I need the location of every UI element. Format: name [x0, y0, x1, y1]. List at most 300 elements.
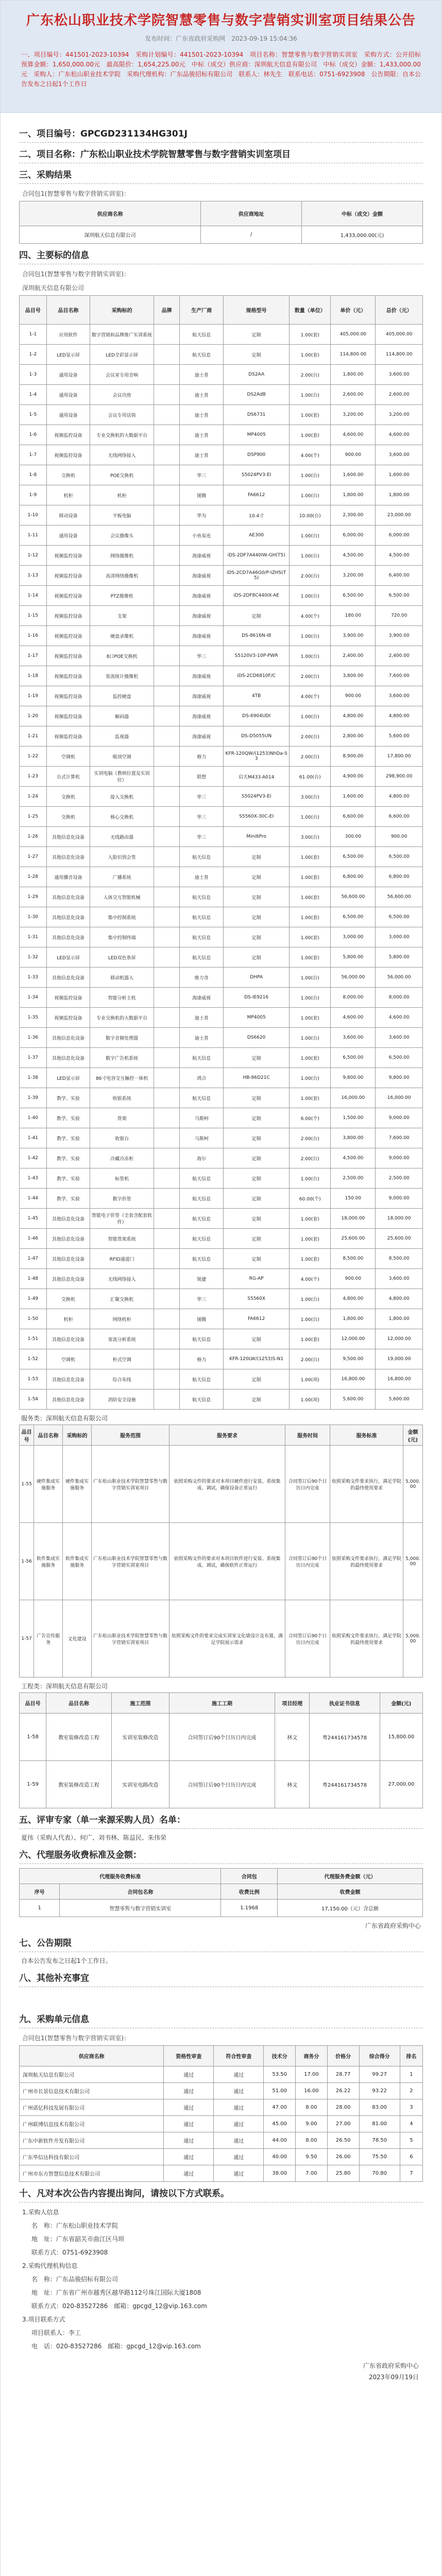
- items-cell-4: 迪士普: [180, 867, 224, 887]
- items-cell-8: 3,600.00: [376, 686, 423, 706]
- items-cell-8: 6,400.00: [376, 566, 423, 586]
- items-cell-7: 8,000.00: [331, 988, 376, 1008]
- items-cell-8: 9,000.00: [376, 1148, 423, 1168]
- items-row: [20, 325, 423, 345]
- items-cell-1: 视频监控设备: [46, 566, 90, 586]
- signature: [19, 2360, 423, 2383]
- items-cell-1: 通用设备: [46, 526, 90, 546]
- items-cell-7: 3,200.00: [331, 566, 376, 586]
- items-cell-5: 定制: [224, 947, 290, 968]
- scores-cell-3: 38.00: [264, 2165, 296, 2182]
- items-cell-2: 会议功放: [90, 385, 154, 405]
- fee-header-amount: 代理服务费金额（元）: [277, 1869, 422, 1884]
- items-cell-7: 150.00: [331, 1189, 376, 1209]
- items-cell-5: S5024PV3-EI: [224, 787, 290, 807]
- items-cell-4: 迪士普: [180, 385, 224, 405]
- scores-cell-1: 通过: [164, 2165, 214, 2182]
- items-cell-6: 1.00(套): [290, 947, 331, 968]
- items-cell-3: [154, 1148, 179, 1168]
- items-cell-4: 海康威视: [180, 686, 224, 706]
- service-cell-6: 依照采购文件要求执行，满足学院的最终使用要求: [330, 1523, 403, 1600]
- items-cell-3: [154, 1309, 179, 1329]
- items-cell-4: 马斯柯: [180, 1128, 224, 1148]
- items-body: [20, 325, 423, 1410]
- fee-header-standard: 代理服务收费标准: [20, 1869, 221, 1884]
- items-cell-8: 7,600.00: [376, 666, 423, 686]
- items-cell-3: [154, 686, 179, 706]
- items-cell-6: 60.00(个): [290, 1189, 331, 1209]
- items-cell-5: 定制: [224, 1209, 290, 1229]
- engineering-cell-1: 教室装修改造工程: [46, 1714, 112, 1761]
- scores-header-7: 排名: [400, 2046, 422, 2066]
- items-cell-4: 海尔: [180, 1148, 224, 1168]
- scores-header-0: 供应商名称: [20, 2046, 164, 2066]
- items-cell-2: 会议专用话筒: [90, 405, 154, 425]
- items-cell-1: 其他信息化设备: [46, 847, 90, 867]
- items-cell-4: 航天信息: [180, 1229, 224, 1249]
- items-cell-4: 海康威视: [180, 666, 224, 686]
- items-cell-7: 25,600.00: [331, 1229, 376, 1249]
- service-header-4: 服务要求: [169, 1425, 285, 1446]
- items-cell-8: 56,600.00: [376, 887, 423, 907]
- items-cell-6: 2.00(台): [290, 747, 331, 767]
- items-cell-3: [154, 1088, 179, 1108]
- items-cell-8: 6,500.00: [376, 847, 423, 867]
- items-cell-5: 定制: [224, 847, 290, 867]
- items-row: [20, 405, 423, 425]
- items-cell-8: 1,800.00: [376, 1309, 423, 1329]
- items-cell-5: 定制: [224, 345, 290, 365]
- items-cell-2: 智能货架系统: [90, 1229, 154, 1249]
- items-cell-7: 5,600.00: [331, 1389, 376, 1410]
- items-cell-0: 1-30: [20, 907, 47, 927]
- items-cell-1: LED显示屏: [46, 345, 90, 365]
- service-label: 服务类：深圳航天信息有限公司: [21, 1415, 108, 1422]
- items-cell-2: 会议摄像头: [90, 526, 154, 546]
- items-cell-7: 1,800.00: [331, 365, 376, 385]
- scores-cell-4: 9.50: [296, 2149, 328, 2165]
- items-cell-7: 3,000.00: [331, 927, 376, 947]
- items-row: [20, 827, 423, 847]
- contact-line-9: 项目联系人：李工: [31, 2329, 81, 2336]
- scores-header-4: 商务分: [296, 2046, 328, 2066]
- items-row: [20, 988, 423, 1008]
- items-cell-8: 298,900.00: [376, 767, 423, 787]
- items-supplier-label: 深圳航天信息有限公司: [22, 284, 84, 292]
- items-cell-8: 405,000.00: [376, 325, 423, 345]
- items-header-8: 总价（元）: [376, 296, 423, 325]
- items-cell-4: 迪士普: [180, 425, 224, 445]
- service-cell-7: 5,000.00: [403, 1446, 422, 1523]
- items-cell-6: 1.00(套): [290, 1329, 331, 1349]
- items-cell-3: [154, 666, 179, 686]
- service-cell-7: 5,000.00: [403, 1600, 422, 1677]
- items-cell-2: 吸顶空调: [90, 747, 154, 767]
- items-cell-5: 定制: [224, 1189, 290, 1209]
- items-cell-6: 2.00(台): [290, 1128, 331, 1148]
- section-project-name: 二、项目名称：广东松山职业技术学院智慧零售与数字营销实训室项目: [19, 146, 423, 163]
- result-address: /: [201, 226, 302, 244]
- scores-lot-label: 合同包1(智慧零售与数字营销实训室)：: [22, 2035, 130, 2042]
- items-cell-0: 1-5: [20, 405, 47, 425]
- items-cell-3: [154, 385, 179, 405]
- items-cell-6: 1.00(套): [290, 847, 331, 867]
- scores-header-6: 综合得分: [359, 2046, 400, 2066]
- items-cell-8: 3,000.00: [376, 927, 423, 947]
- items-cell-3: [154, 947, 179, 968]
- items-cell-3: [154, 968, 179, 988]
- items-cell-4: 华三: [180, 465, 224, 485]
- items-cell-2: 柜式空调: [90, 1349, 154, 1369]
- fee-sub-amount: 收费金额: [277, 1884, 422, 1900]
- items-row: [20, 1389, 423, 1410]
- items-cell-8: 4,600.00: [376, 425, 423, 445]
- items-cell-6: 1.00(套): [290, 927, 331, 947]
- items-cell-6: 1.00(台): [290, 626, 331, 646]
- scores-header-5: 价格分: [327, 2046, 359, 2066]
- items-cell-6: 4.00(个): [290, 445, 331, 465]
- items-cell-3: [154, 646, 179, 666]
- other-blank: [19, 1987, 423, 2008]
- items-cell-6: 1.00(套): [290, 1229, 331, 1249]
- items-cell-5: iDS-2CD7A46G0/P-IZHS(T5): [224, 566, 290, 586]
- items-cell-5: 定制: [224, 1389, 290, 1410]
- items-cell-3: [154, 465, 179, 485]
- items-cell-1: 教学、实验: [46, 1148, 90, 1168]
- items-cell-6: 2.00(台): [290, 1148, 331, 1168]
- items-cell-1: 教学、实验: [46, 1088, 90, 1108]
- items-row: [20, 706, 423, 726]
- notice-body: [1, 113, 441, 2383]
- items-cell-2: 冷藏冷冻柜: [90, 1148, 154, 1168]
- items-cell-4: 迪士普: [180, 405, 224, 425]
- items-cell-1: 视频监控设备: [46, 606, 90, 626]
- items-cell-1: 其他信息化设备: [46, 1329, 90, 1349]
- items-cell-8: 12,000.00: [376, 1329, 423, 1349]
- items-cell-1: 其他信息化设备: [46, 968, 90, 988]
- scores-cell-6: 70.80: [359, 2165, 400, 2182]
- items-cell-7: 5,800.00: [331, 947, 376, 968]
- result-supplier: 深圳航天信息有限公司: [20, 226, 201, 244]
- scores-row: [20, 2099, 423, 2116]
- items-cell-4: 马斯柯: [180, 1108, 224, 1128]
- items-cell-2: 客流分析系统: [90, 1329, 154, 1349]
- engineering-header-3: 施工工期: [169, 1693, 275, 1714]
- engineering-header-6: 金额(元): [380, 1693, 422, 1714]
- items-cell-4: 航天信息: [180, 1189, 224, 1209]
- items-cell-0: 1-10: [20, 505, 47, 526]
- items-cell-2: 收银台: [90, 1128, 154, 1148]
- items-cell-8: 2,600.00: [376, 385, 423, 405]
- items-cell-4: 海康威视: [180, 706, 224, 726]
- items-cell-2: 智能电子价签（全套含配套软件）: [90, 1209, 154, 1229]
- items-row: [20, 646, 423, 666]
- engineering-table: [19, 1692, 423, 1808]
- items-cell-7: 4,500.00: [331, 1148, 376, 1168]
- scores-cell-3: 51.00: [264, 2083, 296, 2099]
- scores-cell-2: 通过: [214, 2132, 264, 2149]
- items-cell-5: iDS-2CD6810F/C: [224, 666, 290, 686]
- items-cell-5: 定制: [224, 927, 290, 947]
- items-cell-5: 定制: [224, 907, 290, 927]
- items-cell-0: 1-53: [20, 1369, 47, 1389]
- section-items: 四、主要标的信息: [19, 247, 423, 264]
- items-cell-0: 1-4: [20, 385, 47, 405]
- scores-cell-5: 26.00: [327, 2149, 359, 2165]
- items-cell-2: 数字营销和品牌推广实训系统: [90, 325, 154, 345]
- items-cell-5: 定制: [224, 325, 290, 345]
- items-cell-6: 1.00(项): [290, 1389, 331, 1410]
- items-cell-2: 广播系统: [90, 867, 154, 887]
- items-cell-1: 其他信息化设备: [46, 827, 90, 847]
- items-cell-3: [154, 927, 179, 947]
- items-cell-4: 华三: [180, 787, 224, 807]
- items-cell-7: 2,800.00: [331, 726, 376, 747]
- items-cell-8: 9,800.00: [376, 1068, 423, 1088]
- items-cell-0: 1-24: [20, 787, 47, 807]
- items-cell-7: 4,900.00: [331, 767, 376, 787]
- items-cell-1: 视频监控设备: [46, 626, 90, 646]
- engineering-cell-4: 林文: [275, 1761, 310, 1808]
- items-cell-3: [154, 1008, 179, 1028]
- items-cell-5: DS2AA: [224, 365, 290, 385]
- items-row: [20, 1028, 423, 1048]
- items-cell-0: 1-26: [20, 827, 47, 847]
- items-cell-6: 1.00(台): [290, 1028, 331, 1048]
- items-cell-0: 1-25: [20, 807, 47, 827]
- items-cell-7: 4,800.00: [331, 706, 376, 726]
- items-cell-6: 61.00(台): [290, 767, 331, 787]
- items-header-0: 品目号: [20, 296, 47, 325]
- items-cell-2: 智能分析主机: [90, 988, 154, 1008]
- items-cell-7: 3,900.00: [331, 626, 376, 646]
- items-row: [20, 365, 423, 385]
- items-cell-5: S5560X-30C-EI: [224, 807, 290, 827]
- service-cell-0: 1-56: [20, 1523, 34, 1600]
- service-cell-2: 软件集成实施服务: [63, 1523, 92, 1600]
- items-cell-7: 56,000.00: [331, 968, 376, 988]
- items-cell-7: 114,800.00: [331, 345, 376, 365]
- items-cell-0: 1-43: [20, 1168, 47, 1189]
- scores-row: [20, 2165, 423, 2182]
- service-header-2: 采购标的: [63, 1425, 92, 1446]
- section-scores: 九、采购单元信息: [19, 2011, 423, 2028]
- items-cell-0: 1-1: [20, 325, 47, 345]
- items-cell-1: 视频监控设备: [46, 686, 90, 706]
- items-cell-6: 2.00(台): [290, 566, 331, 586]
- items-cell-1: 教学、实验: [46, 1168, 90, 1189]
- items-cell-2: 货架: [90, 1108, 154, 1128]
- items-cell-6: 1.00(套): [290, 867, 331, 887]
- items-cell-2: 人体交互智能机械: [90, 887, 154, 907]
- items-cell-1: 视频监控设备: [46, 988, 90, 1008]
- items-cell-5: Mini6Pro: [224, 827, 290, 847]
- items-cell-5: MP4005: [224, 1008, 290, 1028]
- items-cell-1: 通用设备: [46, 385, 90, 405]
- items-cell-3: [154, 1229, 179, 1249]
- items-cell-6: 1.00(台): [290, 586, 331, 606]
- items-row: [20, 1088, 423, 1108]
- items-row: [20, 385, 423, 405]
- items-row: [20, 907, 423, 927]
- engineering-header-5: 执业证书信息: [310, 1693, 380, 1714]
- items-cell-5: iDS-2DF8C440IX-AE: [224, 586, 290, 606]
- items-cell-6: 1.00(台): [290, 546, 331, 566]
- items-cell-3: [154, 505, 179, 526]
- items-cell-6: 2.00(台): [290, 365, 331, 385]
- items-cell-6: 4.00(个): [290, 686, 331, 706]
- items-cell-1: 视频监控设备: [46, 706, 90, 726]
- items-cell-0: 1-35: [20, 1008, 47, 1028]
- contact-line-6: 地 址：广东省广州市越秀区越华路112号珠江国际大厦1808: [31, 2289, 201, 2296]
- items-cell-4: 图腾: [180, 485, 224, 505]
- section-other: 八、其他补充事宜: [19, 1970, 423, 1987]
- items-cell-3: [154, 1048, 179, 1068]
- items-cell-3: [154, 1389, 179, 1410]
- items-cell-8: 3,600.00: [376, 445, 423, 465]
- items-cell-1: 视频监控设备: [46, 546, 90, 566]
- items-cell-7: 405,000.00: [331, 325, 376, 345]
- scores-cell-2: 通过: [214, 2066, 264, 2083]
- items-row: [20, 345, 423, 365]
- items-cell-2: 数字广告机系统: [90, 1048, 154, 1068]
- items-cell-1: 其他信息化设备: [46, 1229, 90, 1249]
- items-cell-3: [154, 1028, 179, 1048]
- items-cell-0: 1-7: [20, 445, 47, 465]
- service-header-1: 品目名称: [34, 1425, 63, 1446]
- items-cell-6: 2.00(台): [290, 726, 331, 747]
- items-cell-0: 1-39: [20, 1088, 47, 1108]
- items-cell-6: 1.00(套): [290, 1249, 331, 1269]
- items-cell-6: 3.00(台): [290, 827, 331, 847]
- items-cell-7: 300.00: [331, 827, 376, 847]
- items-cell-3: [154, 827, 179, 847]
- engineering-header-row: [20, 1693, 423, 1714]
- items-row: [20, 445, 423, 465]
- items-cell-2: 实训电脑（教师位置及实训位）: [90, 767, 154, 787]
- scores-cell-0: 深圳航天信息有限公司: [20, 2066, 164, 2083]
- scores-cell-7: 3: [400, 2099, 422, 2116]
- items-cell-4: 航天信息: [180, 325, 224, 345]
- items-row: [20, 1048, 423, 1068]
- items-row: [20, 1108, 423, 1128]
- items-row: [20, 1008, 423, 1028]
- items-cell-5: 定制: [224, 1148, 290, 1168]
- fee-note: 广东省政府采购中心: [365, 1922, 421, 1929]
- service-cell-5: 合同签订后90个日历日内完成: [285, 1600, 330, 1677]
- items-cell-6: 1.00(台): [290, 485, 331, 505]
- items-cell-6: 1.00(套): [290, 1048, 331, 1068]
- items-cell-8: 19,000.00: [376, 1349, 423, 1369]
- scores-cell-5: 27.00: [327, 2116, 359, 2132]
- items-row: [20, 787, 423, 807]
- items-cell-5: DS6620: [224, 1028, 290, 1048]
- service-cell-1: 广告宣传服务: [34, 1600, 63, 1677]
- fee-table: [19, 1868, 423, 1917]
- items-cell-8: 720.00: [376, 606, 423, 626]
- fee-lot-name: 智慧零售与数字营销实训室: [60, 1900, 221, 1917]
- items-cell-5: RG-AP: [224, 1269, 290, 1289]
- service-table: [19, 1425, 423, 1677]
- items-cell-3: [154, 526, 179, 546]
- items-cell-0: 1-17: [20, 646, 47, 666]
- items-cell-0: 1-6: [20, 425, 47, 445]
- scores-cell-2: 通过: [214, 2116, 264, 2132]
- items-cell-1: 视频监控设备: [46, 425, 90, 445]
- scores-header-row: [20, 2046, 423, 2066]
- scores-body: [20, 2066, 423, 2182]
- items-cell-1: 交换机: [46, 807, 90, 827]
- items-row: [20, 1369, 423, 1389]
- items-cell-3: [154, 365, 179, 385]
- items-cell-3: [154, 787, 179, 807]
- items-cell-4: 航天信息: [180, 1329, 224, 1349]
- items-cell-0: 1-19: [20, 686, 47, 706]
- items-cell-8: 3,600.00: [376, 365, 423, 385]
- items-cell-7: 180.00: [331, 606, 376, 626]
- items-cell-0: 1-3: [20, 365, 47, 385]
- section-experts: 五、评审专家（单一来源采购人员）名单：: [19, 1811, 423, 1829]
- service-cell-2: 文化建设: [63, 1600, 92, 1677]
- items-cell-8: 8,500.00: [376, 1249, 423, 1269]
- contact-line-7: 联系方式：020-83527286 邮箱：gpcgd_12@vip.163.com: [31, 2302, 207, 2310]
- items-cell-8: 5,600.00: [376, 726, 423, 747]
- contact-block: [19, 2206, 423, 2353]
- scores-cell-3: 47.00: [264, 2099, 296, 2116]
- items-cell-6: 4.00(个): [290, 1269, 331, 1289]
- items-cell-3: [154, 345, 179, 365]
- items-cell-0: 1-48: [20, 1269, 47, 1289]
- items-cell-7: 6,600.00: [331, 807, 376, 827]
- items-cell-3: [154, 867, 179, 887]
- items-header-6: 数量（单位）: [290, 296, 331, 325]
- items-cell-0: 1-51: [20, 1329, 47, 1349]
- items-cell-1: 机柜: [46, 1309, 90, 1329]
- items-cell-1: 视频监控设备: [46, 726, 90, 747]
- items-cell-7: 18,000.00: [331, 1209, 376, 1229]
- items-cell-4: 航天信息: [180, 1249, 224, 1269]
- items-cell-0: 1-38: [20, 1068, 47, 1088]
- items-cell-6: 1.00(套): [290, 425, 331, 445]
- items-cell-8: 9,000.00: [376, 1108, 423, 1128]
- items-cell-4: 航天信息: [180, 1088, 224, 1108]
- items-cell-4: 迪士普: [180, 445, 224, 465]
- items-cell-6: 3.00(台): [290, 787, 331, 807]
- items-cell-1: 教学、实验: [46, 1189, 90, 1209]
- items-cell-3: [154, 767, 179, 787]
- items-cell-1: 台式计算机: [46, 767, 90, 787]
- items-cell-6: 1.00(套): [290, 1209, 331, 1229]
- items-cell-3: [154, 887, 179, 907]
- scores-cell-5: 28.77: [327, 2066, 359, 2083]
- items-cell-0: 1-8: [20, 465, 47, 485]
- result-header-supplier: 供应商名称: [20, 201, 201, 226]
- service-cell-2: 硬件集成实施服务: [63, 1446, 92, 1523]
- items-cell-6: 1.00(台): [290, 1168, 331, 1189]
- service-cell-0: 1-57: [20, 1600, 34, 1677]
- items-cell-6: 6.00(个): [290, 1108, 331, 1128]
- scores-cell-2: 通过: [214, 2149, 264, 2165]
- service-cell-6: 依照采购文件要求执行，满足学院的最终使用要求: [330, 1446, 403, 1523]
- scores-cell-2: 通过: [214, 2083, 264, 2099]
- section-project-code: 一、项目编号：GPCGD231134HG301J: [19, 125, 423, 143]
- items-cell-6: 1.00(套): [290, 1088, 331, 1108]
- items-cell-1: 通用设备: [46, 405, 90, 425]
- items-cell-0: 1-42: [20, 1148, 47, 1168]
- items-cell-0: 1-18: [20, 666, 47, 686]
- items-cell-5: DS-6904UDI: [224, 706, 290, 726]
- items-cell-6: 1.00(台): [290, 1309, 331, 1329]
